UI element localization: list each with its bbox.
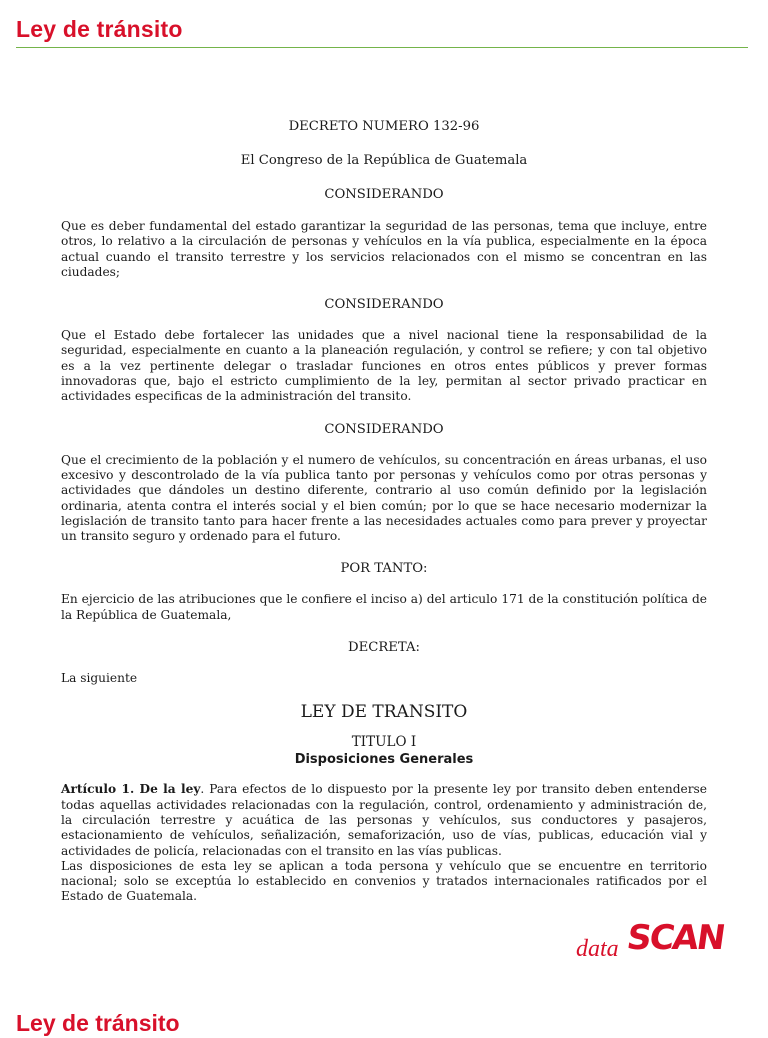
footer-title: Ley de tránsito: [16, 1010, 180, 1036]
por-tanto-heading: POR TANTO:: [340, 561, 428, 577]
law-title: LEY DE TRANSITO: [300, 702, 468, 723]
congress-line: El Congreso de la República de Guatemala: [240, 153, 528, 168]
considerando-paragraph-1: Que es deber fundamental del estado garantizar la seguridad de las personas, tema que incluye, entre otros, lo relativo a la circulación de personas y vehículos en la vía publica, especialmente en la época actual cuando el transito terrestre y los servicios relacionados con el mismo se concentran en las ciudades;: [61, 219, 707, 279]
document-body: [61, 118, 707, 905]
por-tanto-paragraph: En ejercicio de las atribuciones que le confiere el inciso a) del articulo 171 de la constitución política de la República de Guatemala,: [61, 592, 707, 622]
considerando-paragraph-3: Que el crecimiento de la población y el numero de vehículos, su concentración en áreas urbanas, el uso excesivo y descontrolado de la vía publica tanto por personas y vehículos como por otras personas y actividades que dándoles un destino diferente, contrario al uso común definido por la legislación ordinaria, atenta contra el interés social y el bien común; por lo que se hace necesario modernizar la legislación de transito tanto para hacer frente a las necesidades actuales como para prever y proyectar un transito seguro y ordenado para el futuro.: [61, 452, 707, 544]
logo-data-text: data: [576, 936, 619, 962]
considerando-heading-1: CONSIDERANDO: [324, 187, 444, 202]
header-divider: [16, 47, 748, 48]
decreta-heading: DECRETA:: [348, 640, 420, 656]
page-header: [16, 14, 748, 44]
la-siguiente: La siguiente: [61, 671, 138, 686]
titulo-heading: TITULO I: [351, 734, 417, 751]
datascan-logo: [574, 918, 756, 968]
considerando-heading-2: CONSIDERANDO: [324, 297, 444, 313]
article-1-paragraph-2: Las disposiciones de esta ley se aplican a toda persona y vehículo que se encuentre en territorio nacional; solo se exceptúa lo establecido en convenios y tratados internacionales ratificados por el Estado de Guatemala.: [61, 858, 707, 904]
article-1-heading: Artículo 1. De la ley: [61, 782, 201, 797]
considerando-paragraph-2: Que el Estado debe fortalecer las unidades que a nivel nacional tiene la responsabilidad de la seguridad, especialmente en cuanto a la planeación regulación, y control se refiere; y con tal objetivo es a la vez pertinente delegar o trasladar funciones en otros entes públicos y prever formas innovadoras que, bajo el estricto cumplimiento de la ley, permitan al sector privado practicar en actividades especificas de la administración del transito.: [61, 328, 707, 404]
considerando-heading-3: CONSIDERANDO: [324, 421, 444, 437]
header-title: Ley de tránsito: [16, 16, 183, 42]
decree-number: DECRETO NUMERO 132-96: [288, 119, 480, 134]
titulo-subheading: Disposiciones Generales: [294, 752, 474, 768]
article-1-paragraph: [61, 782, 707, 858]
logo-scan-text: SCAN: [624, 918, 727, 958]
article-1-text: . Para efectos de lo dispuesto por la presente ley por transito deben entenderse todas aquellas actividades relacionadas con la regulación, control, ordenamiento y administración de, la circulación terrestre y acuática de las personas y vehículos, sus conductores y pasajeros, estacionamiento de vehículos, señalización, semaforización, uso de vías, publicas, educación vial y actividades de policía, relacionadas con el transito en las vías publicas.: [61, 782, 708, 858]
